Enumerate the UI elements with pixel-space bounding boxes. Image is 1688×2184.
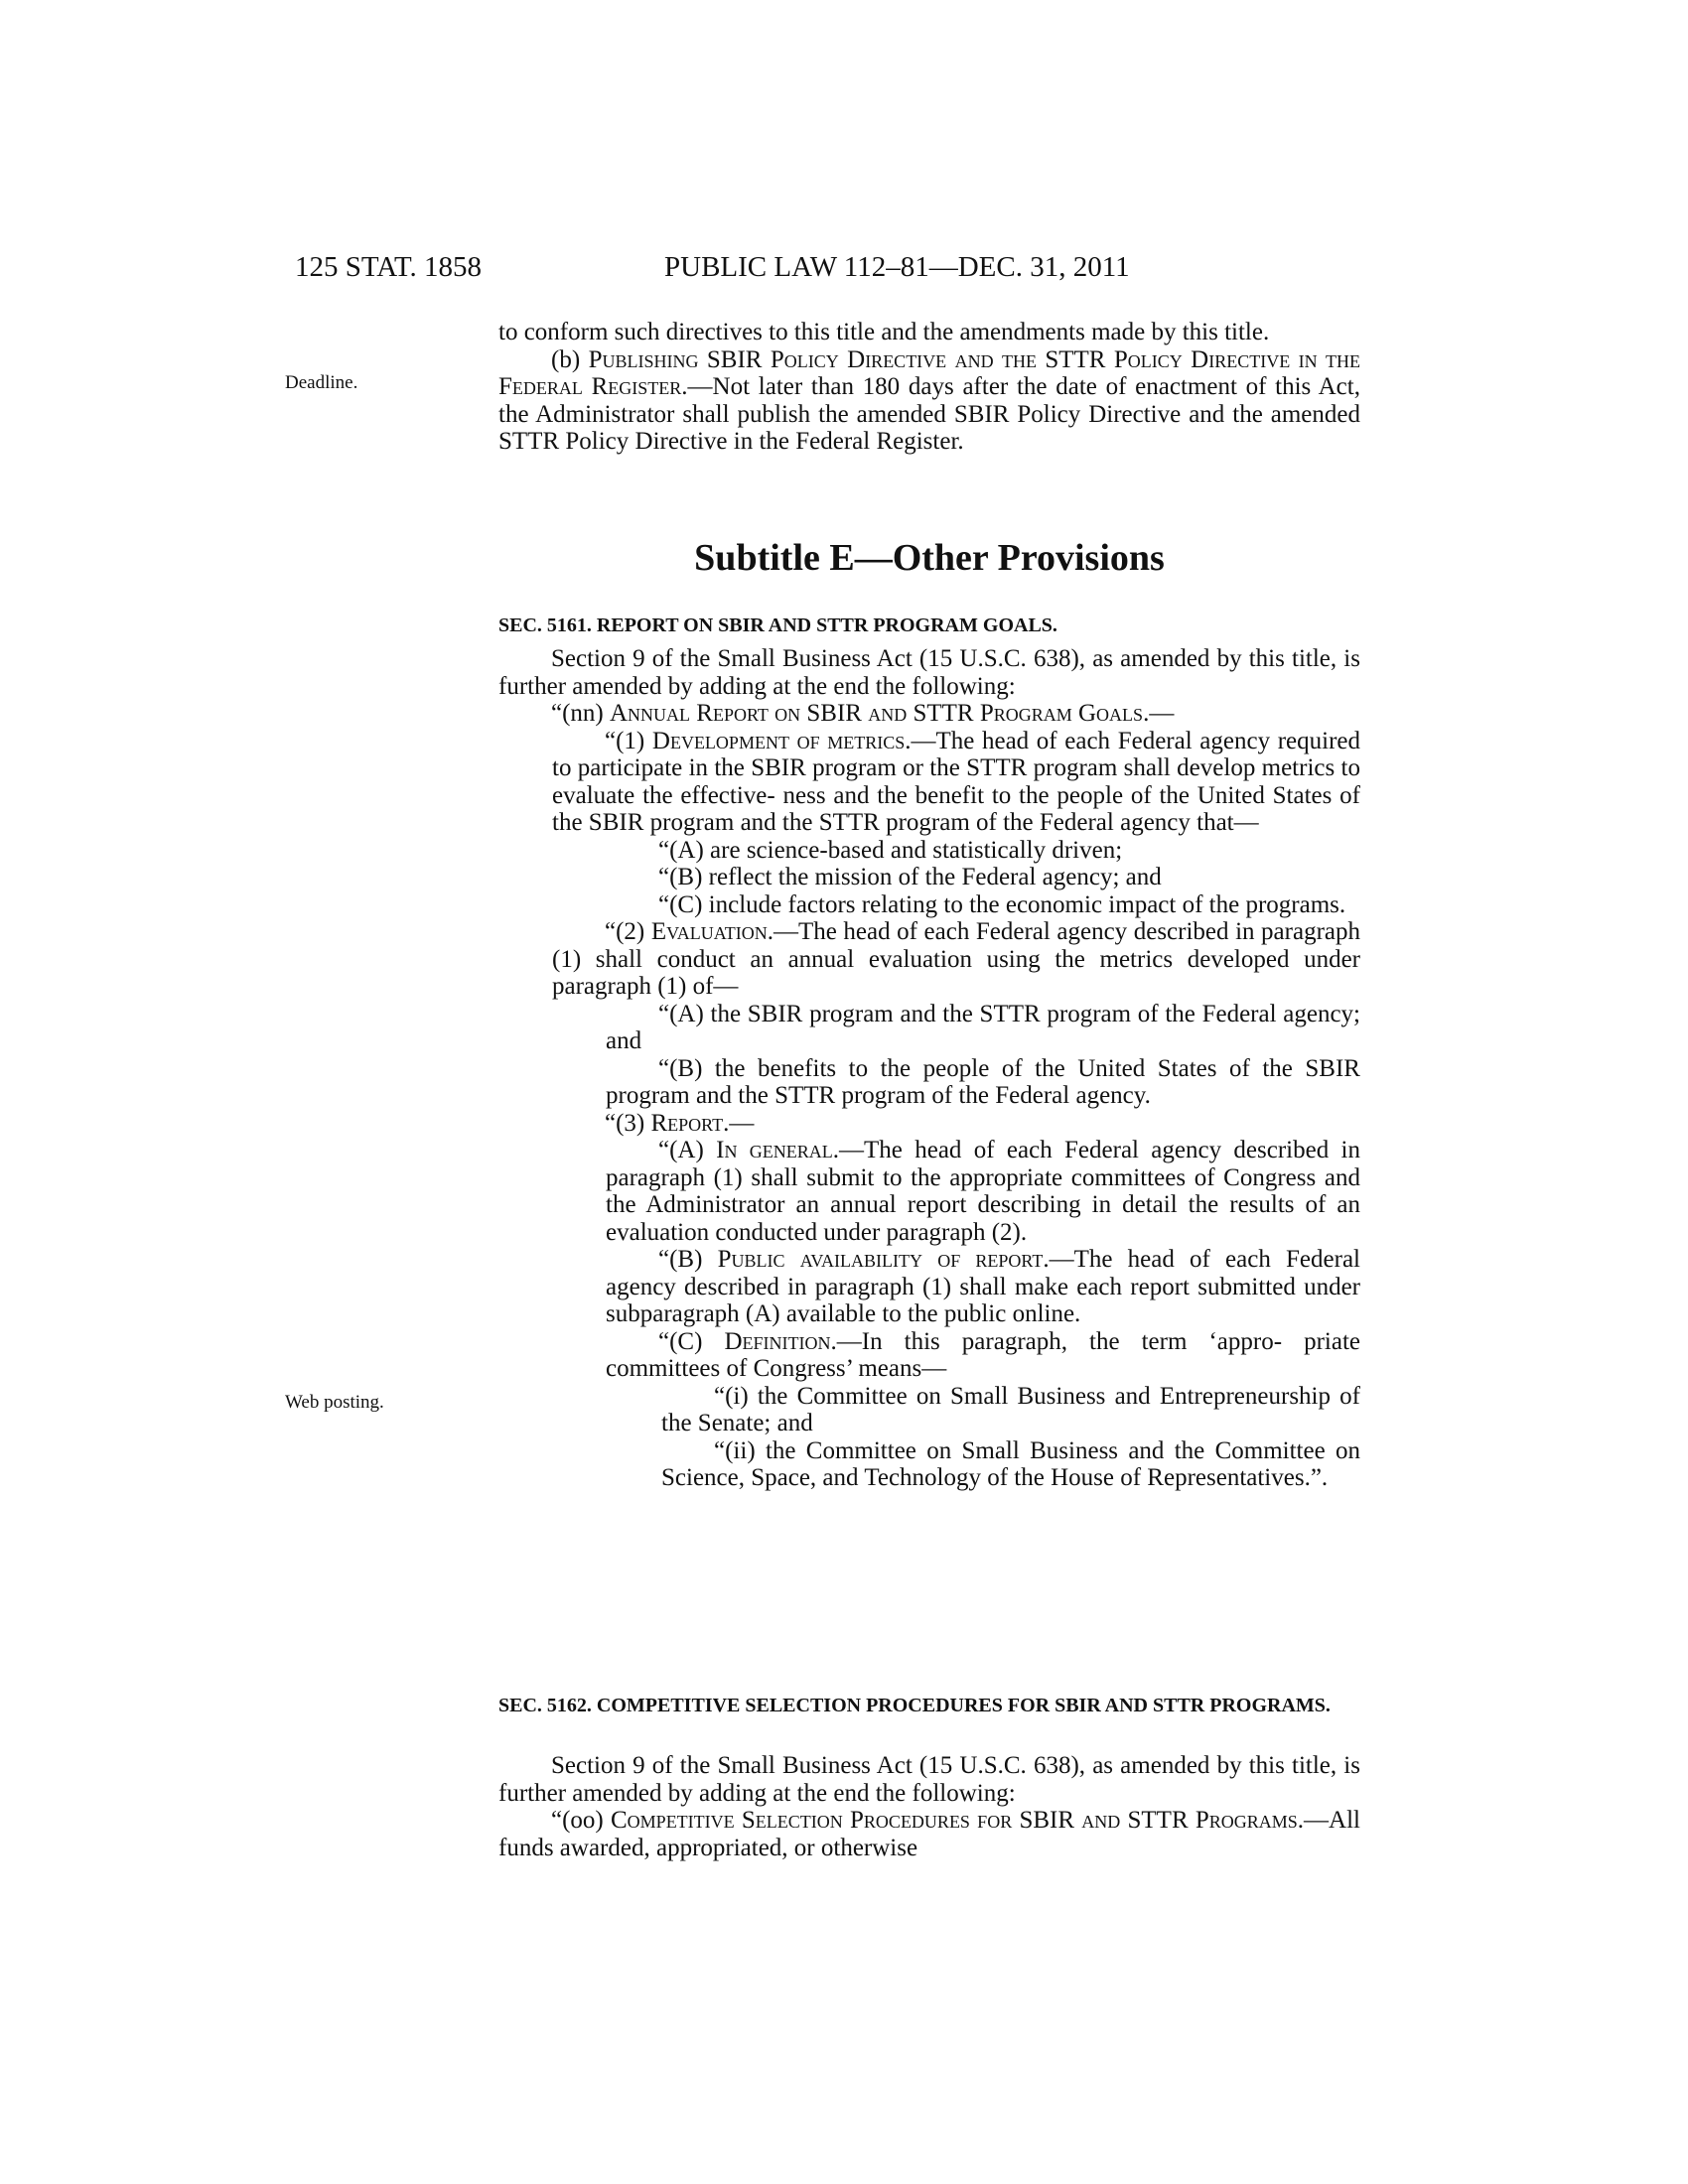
margin-note-web-posting: Web posting. [285, 1392, 384, 1413]
paragraph-3 [498, 1110, 1360, 1138]
margin-note-deadline: Deadline. [285, 372, 358, 393]
running-header-title: PUBLIC LAW 112–81—DEC. 31, 2011 [664, 251, 1130, 283]
subparagraph-heading: Definition. [724, 1327, 837, 1355]
subsection-label: “(oo) [551, 1807, 611, 1834]
heading-dash: — [1149, 700, 1175, 727]
subparagraph-2b: “(B) the benefits to the people of the United States of the SBIR program and the STTR program of the Federal agency. [606, 1054, 1360, 1109]
paragraph-heading: Development of metrics. [651, 727, 912, 754]
subsection-heading: Publishing SBIR Policy Directive and the STTR Policy Directive in the Federal Register. [498, 345, 1360, 400]
section-5162-heading: SEC. 5162. COMPETITIVE SELECTION PROCEDURES FOR SBIR AND STTR PROGRAMS. [498, 1695, 1331, 1716]
subparagraph-2a: “(A) the SBIR program and the STTR program of the Federal agency; and [606, 1000, 1360, 1054]
subparagraph-label: “(C) [658, 1327, 725, 1355]
subtitle-heading: Subtitle E—Other Provisions [694, 537, 1165, 579]
subparagraph-1c: “(C) include factors relating to the economic impact of the programs. [658, 890, 1346, 918]
paragraph-label: “(3) [605, 1109, 651, 1137]
clause-ii: “(ii) the Committee on Small Business and the Committee on Science, Space, and Technology of the House of Representatives.”. [661, 1436, 1360, 1491]
paragraph-heading: Evaluation. [650, 918, 774, 945]
section-intro: Section 9 of the Small Business Act (15 U.S.C. 638), as amended by this title, is further amended by adding at the end the following: [498, 1752, 1360, 1807]
subparagraph-heading: Public availability of report. [717, 1246, 1050, 1273]
paragraph-text: —The head of each Federal agency described in paragraph (1) shall conduct an annual evaluation using the metrics developed under paragraph (1) of— [552, 918, 1361, 1000]
subparagraph-text: —The head of each Federal agency described in paragraph (1) shall make each report submitted under subparagraph (A) available to the public online. [606, 1246, 1360, 1327]
paragraph-2 [498, 918, 1360, 1001]
paragraph-text: —The head of each Federal agency required to participate in the SBIR program or the STTR program shall develop metrics to evaluate the effective- ness and the benefit to the people of the United States of the SBIR program and the STTR program of the Federal agency that— [552, 727, 1361, 836]
subparagraph-3c [498, 1328, 1360, 1383]
continued-text-block [498, 319, 1360, 456]
subsection-oo [498, 1807, 1360, 1861]
subparagraph-1a: “(A) are science-based and statistically driven; [658, 836, 1123, 864]
subsection-heading: Annual Report on SBIR and STTR Program Goals. [610, 700, 1150, 727]
section-5162-body [498, 1752, 1360, 1861]
subparagraph-3b [498, 1246, 1360, 1328]
subparagraph-heading: In general. [716, 1137, 840, 1163]
heading-dash: — [729, 1109, 755, 1137]
section-intro: Section 9 of the Small Business Act (15 U.S.C. 638), as amended by this title, is further amended by adding at the end the following: [498, 645, 1360, 700]
subparagraph-3a [498, 1137, 1360, 1246]
subsection-heading: Competitive Selection Procedures for SBIR and STTR Programs. [611, 1807, 1305, 1834]
paragraph-1 [498, 728, 1360, 837]
subsection-nn [498, 700, 1360, 728]
subsection-text: —All funds awarded, appropriated, or otherwise [498, 1807, 1360, 1861]
subsection-b [498, 346, 1360, 456]
subparagraph-1b: “(B) reflect the mission of the Federal agency; and [658, 864, 1162, 890]
subsection-label: (b) [551, 345, 589, 373]
subparagraph-text: —The head of each Federal agency described in paragraph (1) shall submit to the appropriate committees of Congress and the Administrator an annual report describing in detail the results of an evaluation conducted under paragraph (2). [606, 1137, 1360, 1246]
continued-paragraph: to conform such directives to this title and the amendments made by this title. [498, 319, 1270, 345]
subsection-label: “(nn) [551, 700, 610, 727]
subsection-text: —Not later than 180 days after the date of enactment of this Act, the Administrator shall publish the amended SBIR Policy Directive and the amended STTR Policy Directive in the Federal Register. [498, 373, 1360, 455]
subparagraph-label: “(A) [658, 1137, 717, 1163]
section-5161-body [498, 645, 1360, 1492]
section-5161-heading: SEC. 5161. REPORT ON SBIR AND STTR PROGRAM GOALS. [498, 614, 1057, 636]
subparagraph-label: “(B) [658, 1246, 718, 1273]
clause-i: “(i) the Committee on Small Business and Entrepreneurship of the Senate; and [661, 1382, 1360, 1436]
subparagraph-text: —In this paragraph, the term ‘appro- priate committees of Congress’ means— [606, 1327, 1360, 1382]
paragraph-heading: Report. [650, 1109, 730, 1137]
paragraph-label: “(2) [605, 918, 651, 945]
paragraph-label: “(1) [605, 727, 652, 754]
page-stat-reference: 125 STAT. 1858 [295, 251, 483, 283]
